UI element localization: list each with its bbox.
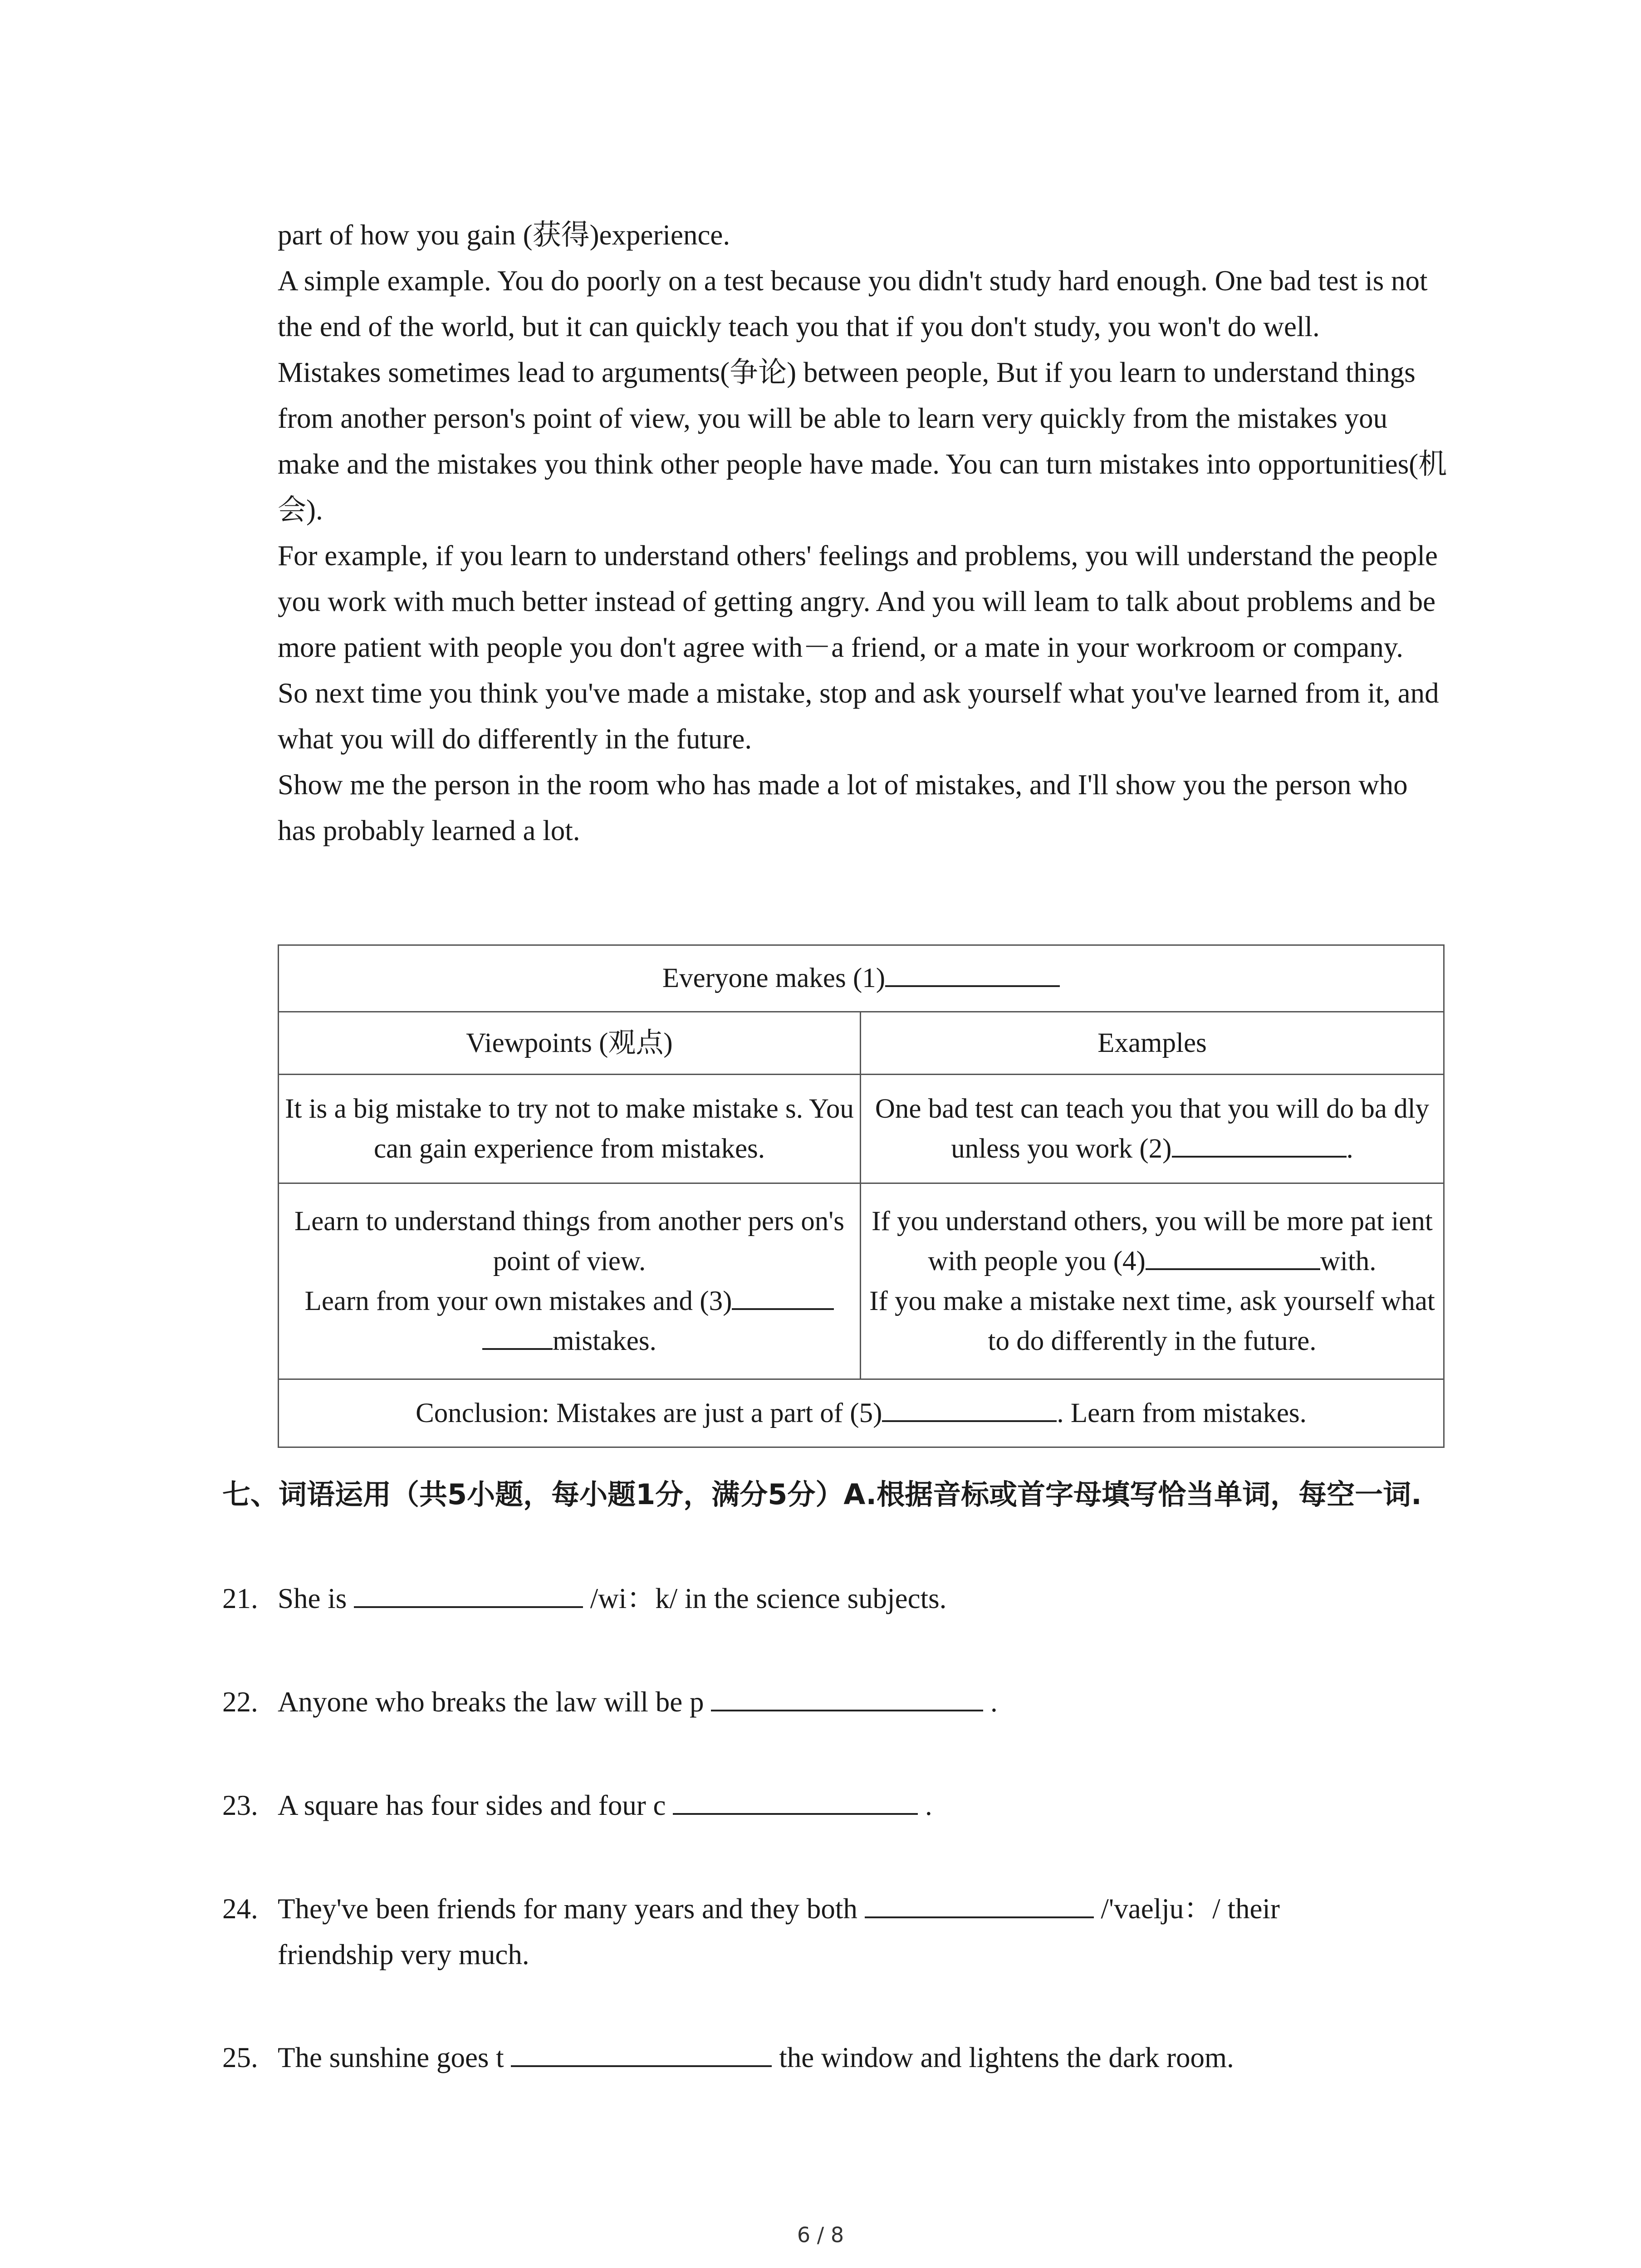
answer-blank-23[interactable] — [673, 1786, 918, 1815]
answer-blank-22[interactable] — [711, 1682, 983, 1711]
viewpoints-heading: Viewpoints (观点) — [279, 1012, 861, 1075]
question-text: /wi：k/ in the science subjects. — [590, 1583, 947, 1614]
reading-passage — [278, 212, 1448, 854]
page-number: 6 / 8 — [797, 2223, 844, 2247]
question-text: /'vaelju：/ their — [1101, 1893, 1280, 1925]
viewpoint-text: Learn from your own mistakes and (3) — [304, 1286, 732, 1316]
example-text: If you make a mistake next time, ask yourself what to do differently in the future. — [869, 1286, 1435, 1356]
answer-blank-3[interactable] — [732, 1282, 834, 1310]
conclusion-text: Conclusion: Mistakes are just a part of (5) — [416, 1398, 882, 1428]
table-header-text: Everyone makes (1) — [662, 963, 886, 993]
answer-blank-4[interactable] — [1146, 1242, 1320, 1270]
question-number: 25. — [222, 2042, 258, 2073]
question-text: . — [925, 1789, 932, 1821]
question-text: Anyone who breaks the law will be p — [278, 1686, 704, 1718]
example-text-end: . — [1346, 1133, 1353, 1164]
question-24 — [222, 1886, 1447, 1978]
example-cell — [861, 1075, 1444, 1183]
passage-paragraph: Mistakes sometimes lead to arguments(争论) between people, But if you learn to understand things from another person's point of view, you will be able to learn very quickly from the mistakes you make and the mistakes you think other people have made. You can turn mistakes into opportunities(机会). — [278, 357, 1447, 526]
answer-blank-24[interactable] — [865, 1889, 1094, 1918]
question-text: She is — [278, 1583, 347, 1614]
question-22 — [222, 1679, 1447, 1725]
viewpoint-cell — [279, 1075, 861, 1183]
viewpoint-text: It is a big mistake to try not to make mistake s. You can gain experience from mistakes. — [285, 1093, 854, 1164]
answer-blank-1[interactable] — [885, 959, 1060, 987]
question-text: A square has four sides and four c — [278, 1789, 666, 1821]
summary-table — [278, 944, 1445, 1448]
question-text: friendship very much. — [278, 1939, 529, 1970]
answer-blank-3-continued[interactable] — [482, 1322, 553, 1350]
question-text: the window and lightens the dark room. — [779, 2042, 1234, 2073]
question-number: 23. — [222, 1789, 258, 1821]
question-text: They've been friends for many years and they both — [278, 1893, 857, 1925]
question-25 — [222, 2035, 1447, 2081]
example-text: One bad test can teach you that you will do ba dly unless you work (2) — [875, 1093, 1430, 1164]
answer-blank-5[interactable] — [882, 1394, 1057, 1422]
answer-blank-25[interactable] — [511, 2038, 772, 2067]
question-21 — [222, 1576, 1447, 1622]
viewpoint-text: Learn to understand things from another pers on's point of view. — [294, 1206, 845, 1276]
passage-paragraph: For example, if you learn to understand others' feelings and problems, you will understand the people you work with much better instead of getting angry. And you will leam to talk about problems and be more patient with people you don't agree with－a friend, or a mate in your workroom or company. — [278, 540, 1438, 663]
conclusion-cell — [279, 1379, 1444, 1447]
example-text-end: with. — [1320, 1246, 1376, 1276]
question-text: . — [990, 1686, 998, 1718]
passage-paragraph: A simple example. You do poorly on a test because you didn't study hard enough. One bad test is not the end of the world, but it can quickly teach you that if you don't study, you won't do well. — [278, 265, 1428, 342]
viewpoint-text: mistakes. — [553, 1325, 656, 1356]
question-number: 22. — [222, 1686, 258, 1718]
passage-paragraph: So next time you think you've made a mistake, stop and ask yourself what you've learned from it, and what you will do differently in the future. — [278, 677, 1439, 755]
question-text: The sunshine goes t — [278, 2042, 504, 2073]
answer-blank-2[interactable] — [1172, 1129, 1347, 1158]
conclusion-text-end: . Learn from mistakes. — [1057, 1398, 1307, 1428]
table-header-cell — [279, 945, 1444, 1012]
passage-paragraph: Show me the person in the room who has made a lot of mistakes, and I'll show you the person who has probably learned a lot. — [278, 769, 1408, 846]
example-text: If you understand others, you will be more pat ient with people you (4) — [872, 1206, 1433, 1276]
viewpoint-cell — [279, 1183, 861, 1379]
passage-paragraph: part of how you gain (获得)experience. — [278, 219, 730, 251]
example-cell — [861, 1183, 1444, 1379]
answer-blank-21[interactable] — [354, 1579, 583, 1608]
examples-heading: Examples — [861, 1012, 1444, 1075]
section-title: 七、词语运用（共5小题，每小题1分，满分5分）A.根据音标或首字母填写恰当单词，每空一词. — [222, 1478, 1422, 1511]
question-number: 21. — [222, 1583, 258, 1614]
question-number: 24. — [222, 1893, 258, 1925]
question-23 — [222, 1783, 1447, 1828]
